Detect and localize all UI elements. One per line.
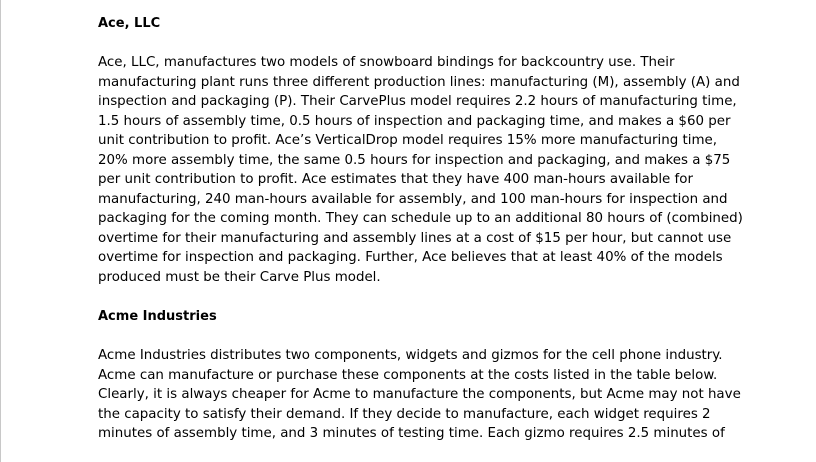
text-line: Acme Industries distributes two components, widgets and gizmos for the cell phone industry. (98, 348, 723, 363)
text-line: unit contribution to profit. Ace’s VerticalDrop model requires 15% more manufacturing time, (98, 133, 717, 148)
section-paragraph-acme (98, 346, 741, 444)
text-line: packaging for the coming month. They can schedule up to an additional 80 hours of (combined) (98, 211, 743, 226)
section-heading-ace: Ace, LLC (98, 16, 161, 31)
text-line: overtime for their manufacturing and assembly lines at a cost of $15 per hour, but cannot use (98, 230, 732, 246)
text-line: produced must be their Carve Plus model. (98, 269, 381, 285)
text-line: minutes of assembly time, and 3 minutes of testing time. Each gizmo requires 2.5 minutes of (98, 426, 725, 441)
text-line: inspection and packaging (P). Their CarvePlus model requires 2.2 hours of manufacturing time, (98, 94, 737, 109)
section-heading-acme: Acme Industries (98, 309, 217, 324)
text-line: the capacity to satisfy their demand. If they decide to manufacture, each widget requires 2 (98, 406, 711, 422)
text-line: 20% more assembly time, the same 0.5 hours for inspection and packaging, and makes a $75 (98, 152, 731, 168)
text-line: manufacturing, 240 man-hours available for assembly, and 100 man-hours for inspection and (98, 191, 728, 207)
text-line: overtime for inspection and packaging. Further, Ace believes that at least 40% of the models (98, 250, 723, 265)
text-line: manufacturing plant runs three different production lines: manufacturing (M), assembly (A) and (98, 74, 740, 90)
text-line: Ace, LLC, manufactures two models of snowboard bindings for backcountry use. Their (98, 55, 675, 70)
text-line: 1.5 hours of assembly time, 0.5 hours of inspection and packaging time, and makes a $60 per (98, 113, 731, 129)
text-line: per unit contribution to profit. Ace estimates that they have 400 man-hours available for (98, 172, 693, 187)
section-paragraph-ace (98, 53, 743, 287)
text-line: Clearly, it is always cheaper for Acme to manufacture the components, but Acme may not have (98, 387, 741, 402)
page-left-edge (0, 0, 1, 462)
text-line: Acme can manufacture or purchase these components at the costs listed in the table below. (98, 367, 718, 383)
document-body (98, 14, 743, 444)
